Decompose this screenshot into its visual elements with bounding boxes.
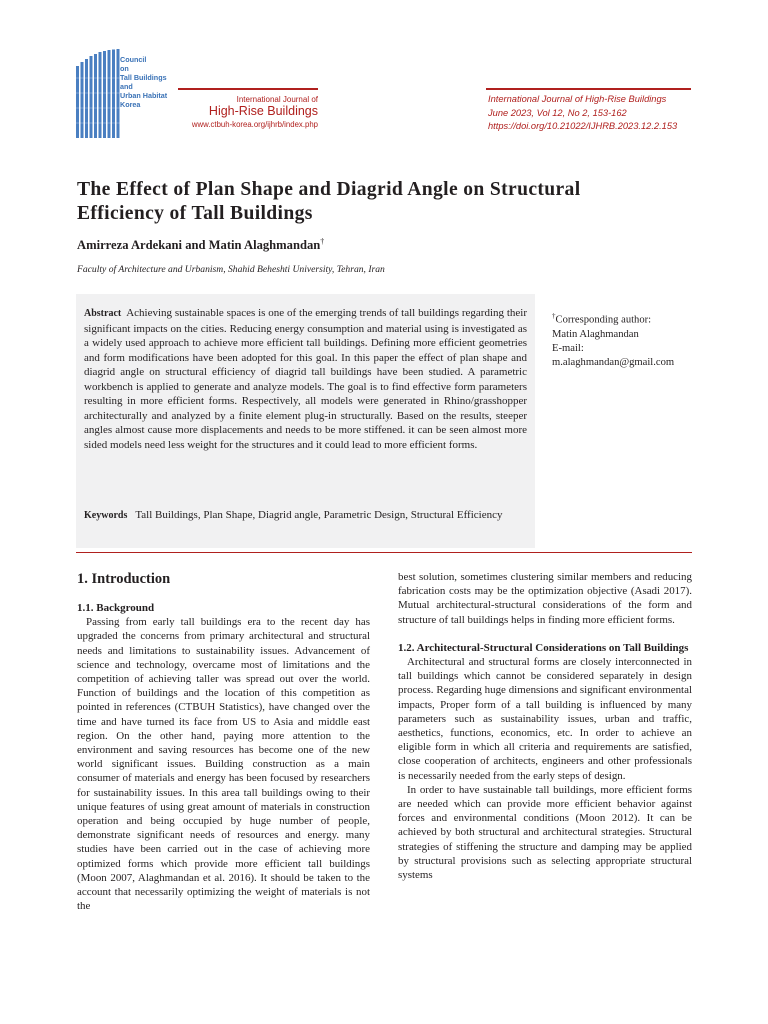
section-divider: [76, 552, 692, 553]
keywords: [84, 508, 527, 524]
journal-name-block: [178, 88, 318, 129]
affiliation: Faculty of Architecture and Urbanism, Shahid Beheshti University, Tehran, Iran: [77, 264, 385, 275]
abstract-text: Achieving sustainable spaces is one of the emerging trends of tall buildings regarding their significant impacts on the cities. Reducing energy consumption and material using is investigated as a widely used approach to achieve more efficient tall buildings. Defining more efficient geometries and form modifications have been adopted for this goal. In this paper the effect of plan shape and diagrid angle on structural efficiency of diagrid tall buildings have been studied. A parametric workbench is applied to generate and analyze models. The goal is to find effective form parameters resulting in more efficient forms. Respectively, all models were generated in Rhino/grasshopper architecturally and analyzed by a finite element plug-in structurally. Based on the results, steeper angles almost cause more displacements and needs to be more stiffened. it can be seen almost more sided models need less weight for the structures and it could lead to more efficient forms.: [84, 307, 527, 451]
section-heading-introduction: 1. Introduction: [77, 571, 171, 587]
abstract: [84, 306, 527, 452]
paper-title: The Effect of Plan Shape and Diagrid Angle on Structural Efficiency of Tall Buildings: [77, 179, 581, 224]
abstract-label: Abstract: [84, 308, 122, 319]
keywords-label: Keywords: [84, 510, 128, 521]
citation-block: [488, 93, 698, 134]
citation-journal: International Journal of High-Rise Buildings: [488, 94, 667, 104]
paragraph-considerations-1: Architectural and structural forms are closely interconnected in tall buildings which cannot be considered separately in design process. Regarding huge dimensions and significant environmental impacts, Proper form of a tall building is influenced by many parameters such as sustainability issues, urban and traffic, aesthetics, functions, economics, etc. In order to achieve an eligible form in which all criteria and requirements are satisfied, close cooperation of architects, engineers and other professionals is necessarily needed from the early steps of design.: [398, 656, 692, 782]
body-right-column: [398, 570, 692, 882]
subsection-heading-background: 1.1. Background: [77, 602, 155, 614]
journal-url[interactable]: www.ctbuh-korea.org/ijhrb/index.php: [191, 120, 318, 129]
keywords-text: Tall Buildings, Plan Shape, Diagrid angle, Parametric Design, Structural Efficiency: [135, 509, 503, 521]
journal-name: High-Rise Buildings: [208, 104, 318, 118]
paragraph-considerations-2: In order to have sustainable tall buildings, more efficient forms are needed which can provide more efficient behavior against forces and environmental conditions (Moon 2012). It can be achieved by both structural and architectural strategies. Structural strategies of stiffening the structure and damping may be applied by structural provisions such as selecting appropriate structural systems: [398, 783, 692, 882]
subsection-heading-considerations: 1.2. Architectural-Structural Considerations on Tall Buildings: [398, 641, 689, 654]
citation-issue: June 2023, Vol 12, No 2, 153-162: [488, 107, 627, 118]
body-left-column: [77, 570, 370, 913]
paragraph-continued: best solution, sometimes clustering similar members and reducing fabrication costs may be the optimization objective (Asadi 2017). Mutual architectural-structural considerations of the form and structure of tall buildings helps in finding more efficient forms.: [398, 571, 692, 626]
citation-doi[interactable]: https://doi.org/10.21022/IJHRB.2023.12.2.153: [488, 121, 678, 131]
authors: Amirreza Ardekani and Matin Alaghmandan†: [77, 237, 325, 253]
corresponding-author: †Corresponding author: Matin Alaghmandan E-mail: m.alaghmandan@gmail.com: [552, 309, 702, 371]
paragraph-background: Passing from early tall buildings era to the recent day has upgraded the concerns from primary architectural and structural needs and limitations to sustainability issues. Advancement of science and technology, overcame most of limitations and the competition of achieving taller was spread out over the world. Function of buildings and the location of this competition as pointed in references (CTBUH Statistics), have changed over the time and have turned its face from US to Asia and middle east region. On the other hand, paying more attention to the environment and saving resources has become one of the new world significant issues. Building construction as a main consumer of materials and energy has been focused by researchers for sustainability issues. In this area tall buildings owing to their unique features of using great amount of materials in construction operation and being occupied by huge number of people, demonstrate significant needs of resources and energy. many studies have been carried out in the case of achieving more optimized forms which provide more efficient tall buildings (Moon 2007, Alaghmandan et al. 2016). It should be taken to the account that necessarily optimizing the weight of materials is not the: [77, 616, 370, 913]
logo-wordmark: Council on Tall Buildings and Urban Habitat Korea: [120, 55, 168, 109]
author-email[interactable]: m.alaghmandan@gmail.com: [552, 357, 675, 369]
citation-rule: [486, 88, 691, 90]
journal-prefix: International Journal of: [236, 95, 318, 104]
